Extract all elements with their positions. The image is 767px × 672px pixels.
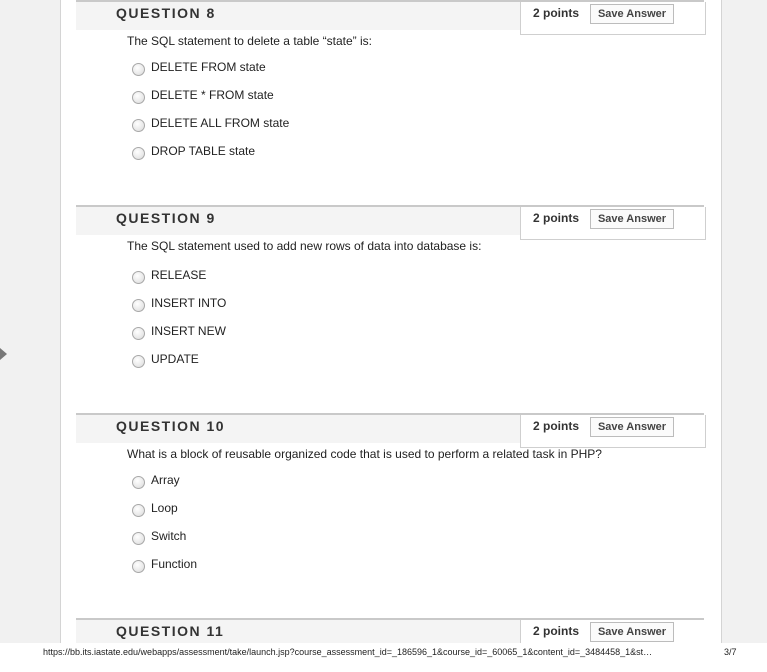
status-url: https://bb.its.iastate.edu/webapps/assessment/take/launch.jsp?course_assessment_id=_186596_1&course_id=_60065_1&content_id=_3484458_1&st… bbox=[43, 647, 653, 657]
question-title: QUESTION 11 bbox=[116, 623, 225, 639]
question-text: The SQL statement to delete a table “state” is: bbox=[127, 34, 373, 48]
question-title: QUESTION 8 bbox=[116, 5, 216, 21]
radio-button[interactable] bbox=[132, 504, 145, 517]
answer-option-label[interactable]: DELETE ALL FROM state bbox=[151, 116, 290, 130]
question-header bbox=[76, 618, 704, 643]
question-10 bbox=[76, 413, 704, 623]
radio-button[interactable] bbox=[132, 327, 145, 340]
answer-option-label[interactable]: Array bbox=[151, 473, 180, 487]
answer-option-label[interactable]: Loop bbox=[151, 501, 178, 515]
answer-option-label[interactable]: Function bbox=[151, 557, 198, 571]
answer-option-label[interactable]: RELEASE bbox=[151, 268, 207, 282]
answer-option-label[interactable]: Switch bbox=[151, 529, 187, 543]
save-answer-button[interactable]: Save Answer bbox=[590, 417, 674, 437]
question-points: 2 points bbox=[533, 211, 580, 225]
question-11 bbox=[76, 618, 704, 643]
question-title: QUESTION 10 bbox=[116, 418, 226, 434]
radio-button[interactable] bbox=[132, 299, 145, 312]
radio-button[interactable] bbox=[132, 355, 145, 368]
question-header bbox=[76, 0, 704, 30]
radio-button[interactable] bbox=[132, 271, 145, 284]
radio-button[interactable] bbox=[132, 147, 145, 160]
question-points: 2 points bbox=[533, 624, 580, 638]
question-8 bbox=[76, 0, 704, 210]
points-box bbox=[520, 415, 706, 448]
answer-option-label[interactable]: INSERT INTO bbox=[151, 296, 227, 310]
answer-option-label[interactable]: INSERT NEW bbox=[151, 324, 226, 338]
page-indicator: 3/7 bbox=[724, 647, 737, 657]
points-box bbox=[520, 2, 706, 35]
question-points: 2 points bbox=[533, 419, 580, 433]
save-answer-button[interactable]: Save Answer bbox=[590, 622, 674, 642]
question-text: What is a block of reusable organized code that is used to perform a related task in PHP? bbox=[127, 447, 602, 461]
save-answer-button[interactable]: Save Answer bbox=[590, 4, 674, 24]
answer-option-label[interactable]: DELETE FROM state bbox=[151, 60, 266, 74]
question-title: QUESTION 9 bbox=[116, 210, 216, 226]
answer-option-label[interactable]: DELETE * FROM state bbox=[151, 88, 274, 102]
question-header bbox=[76, 413, 704, 443]
expand-panel-arrow-icon[interactable] bbox=[0, 348, 7, 360]
answer-option-label[interactable]: UPDATE bbox=[151, 352, 199, 366]
question-text: The SQL statement used to add new rows of data into database is: bbox=[127, 239, 482, 253]
question-header bbox=[76, 205, 704, 235]
radio-button[interactable] bbox=[132, 91, 145, 104]
radio-button[interactable] bbox=[132, 476, 145, 489]
radio-button[interactable] bbox=[132, 119, 145, 132]
radio-button[interactable] bbox=[132, 532, 145, 545]
question-points: 2 points bbox=[533, 6, 580, 20]
question-9 bbox=[76, 205, 704, 415]
status-bar bbox=[0, 643, 767, 672]
points-box bbox=[520, 620, 704, 643]
points-box bbox=[520, 207, 706, 240]
save-answer-button[interactable]: Save Answer bbox=[590, 209, 674, 229]
radio-button[interactable] bbox=[132, 63, 145, 76]
answer-option-label[interactable]: DROP TABLE state bbox=[151, 144, 256, 158]
radio-button[interactable] bbox=[132, 560, 145, 573]
